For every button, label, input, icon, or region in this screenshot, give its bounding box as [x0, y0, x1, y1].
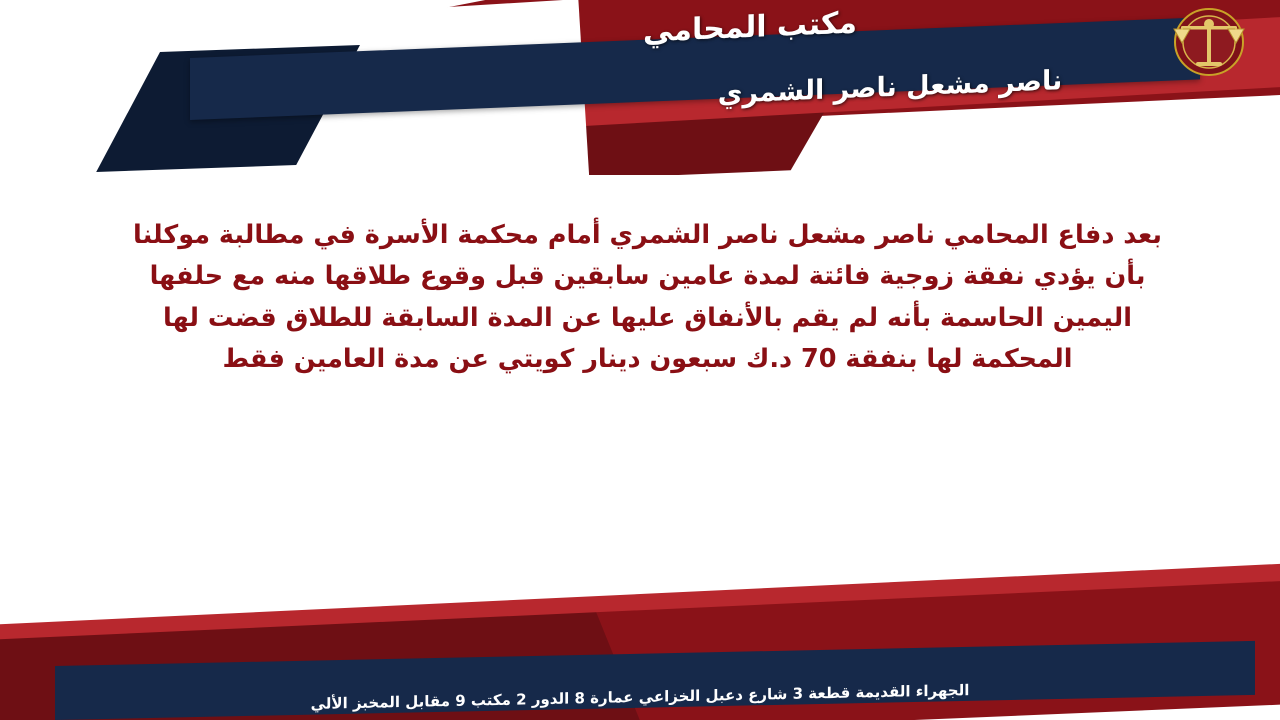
- office-title: مكتب المحامي: [643, 5, 857, 50]
- scales-of-justice-icon: [1156, 4, 1262, 80]
- footer-address: الجهراء القديمة قطعة 3 شارع دعبل الخزاعي عمارة 8 الدور 2 مكتب 9 مقابل المخبز الألي: [310, 681, 970, 713]
- footer-banner: [0, 560, 1280, 720]
- case-summary-text: بعد دفاع المحامي ناصر مشعل ناصر الشمري أمام محكمة الأسرة في مطالبة موكلنا بأن يؤدي نفقة زوجية فائتة لمدة عامين سابقين قبل وقوع طلاقها منه مع حلفها اليمين الحاسمة بأنه لم يقم بالأنفاق عليها عن المدة السابقة للطلاق قضت لها المحكمة لها بنفقة 70 د.ك سبعون دينار كويتي عن مدة العامين فقط: [133, 220, 1162, 374]
- lawyer-name: ناصر مشعل ناصر الشمري: [717, 65, 1063, 110]
